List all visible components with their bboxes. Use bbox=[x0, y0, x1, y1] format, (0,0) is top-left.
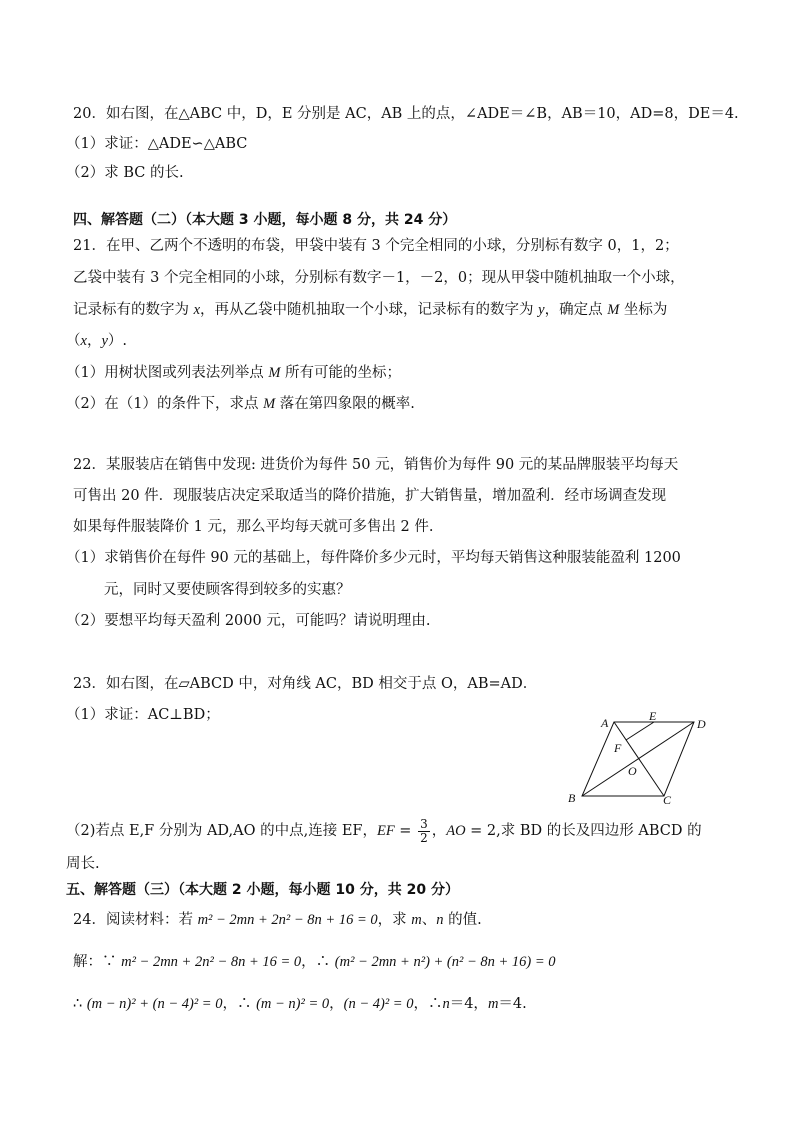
q21-line1: 21．在甲、乙两个不透明的布袋，甲袋中装有 3 个完全相同的小球，分别标有数字 0，1，2； bbox=[73, 238, 679, 254]
label-e: E bbox=[649, 709, 657, 723]
label-c: C bbox=[663, 793, 672, 807]
q23-part1: （1）求证：AC⊥BD； bbox=[66, 707, 220, 723]
parallelogram-figure bbox=[560, 708, 720, 808]
q23-part2: （2)若点 E,F 分别为 AD,AO 的中点,连接 EF，EF = $\frac{3}{2}$ ，AO = 2,求 BD 的长及四边形 ABCD 的 bbox=[66, 816, 702, 845]
q22-part2: （2）要想平均每天盈利 2000 元，可能吗？请说明理由. bbox=[66, 613, 431, 629]
q20-part1: （1）求证：△ADE∽△ABC bbox=[66, 136, 248, 152]
q21-part1: （1）用树状图或列表法列举点 M 所有可能的坐标； bbox=[66, 365, 402, 381]
label-f: F bbox=[614, 741, 622, 755]
diagonal-ac bbox=[614, 722, 664, 796]
q22-part1-line2: 元，同时又要使顾客得到较多的实惠？ bbox=[104, 582, 351, 598]
label-a: A bbox=[601, 716, 609, 730]
q24-solution-line2: ∴ (m − n)² + (n − 4)² = 0，∴ (m − n)² = 0，(n − 4)² = 0，∴n＝4，m＝4. bbox=[73, 996, 527, 1012]
fraction-three-halves: $\frac{3}{2}$ bbox=[420, 816, 428, 845]
q21-line2: 乙袋中装有 3 个完全相同的小球，分别标有数字－1，－2，0；现从甲袋中随机抽取一个小球， bbox=[73, 270, 685, 286]
section-4-heading: 四、解答题（二）（本大题 3 小题，每小题 8 分，共 24 分） bbox=[73, 212, 457, 228]
label-d: D bbox=[697, 717, 706, 731]
q22-part1-line1: （1）求销售价在每件 90 元的基础上，每件降价多少元时，平均每天销售这种服装能盈利 1200 bbox=[66, 550, 681, 566]
section-5-heading: 五、解答题（三）（本大题 2 小题，每小题 10 分，共 20 分） bbox=[66, 882, 459, 898]
q20-part2: （2）求 BC 的长. bbox=[66, 165, 184, 181]
diagonal-bd bbox=[582, 722, 694, 796]
q24-line1: 24．阅读材料：若 m² − 2mn + 2n² − 8n + 16 = 0，求 m、n 的值. bbox=[73, 912, 482, 928]
q22-line3: 如果每件服装降价 1 元，那么平均每天就可多售出 2 件. bbox=[73, 519, 434, 535]
q22-line1: 22．某服装店在销售中发现: 进货价为每件 50 元，销售价为每件 90 元的某品牌服装平均每天 bbox=[73, 457, 679, 473]
q21-line4: （x，y）. bbox=[66, 333, 127, 349]
q24-solution-line1: 解：∵ m² − 2mn + 2n² − 8n + 16 = 0，∴ (m² − 2mn + n²) + (n² − 8n + 16) = 0 bbox=[73, 954, 556, 970]
q22-line2: 可售出 20 件．现服装店决定采取适当的降价措施，扩大销售量，增加盈利．经市场调查发现 bbox=[73, 488, 667, 504]
q23-line1: 23．如右图，在▱ABCD 中，对角线 AC，BD 相交于点 O，AB=AD． bbox=[73, 676, 538, 692]
label-o: O bbox=[628, 764, 637, 778]
segment-ef bbox=[626, 722, 654, 740]
q21-part2: （2）在（1）的条件下，求点 M 落在第四象限的概率. bbox=[66, 396, 415, 412]
label-b: B bbox=[568, 791, 576, 805]
q21-line3: 记录标有的数字为 x，再从乙袋中随机抽取一个小球，记录标有的数字为 y，确定点 M 坐标为 bbox=[73, 302, 668, 318]
q23-line-last: 周长. bbox=[66, 856, 100, 872]
q20-line1: 20．如右图，在△ABC 中，D，E 分别是 AC，AB 上的点，∠ADE＝∠B，AB＝10，AD=8，DE＝4. bbox=[73, 106, 739, 122]
